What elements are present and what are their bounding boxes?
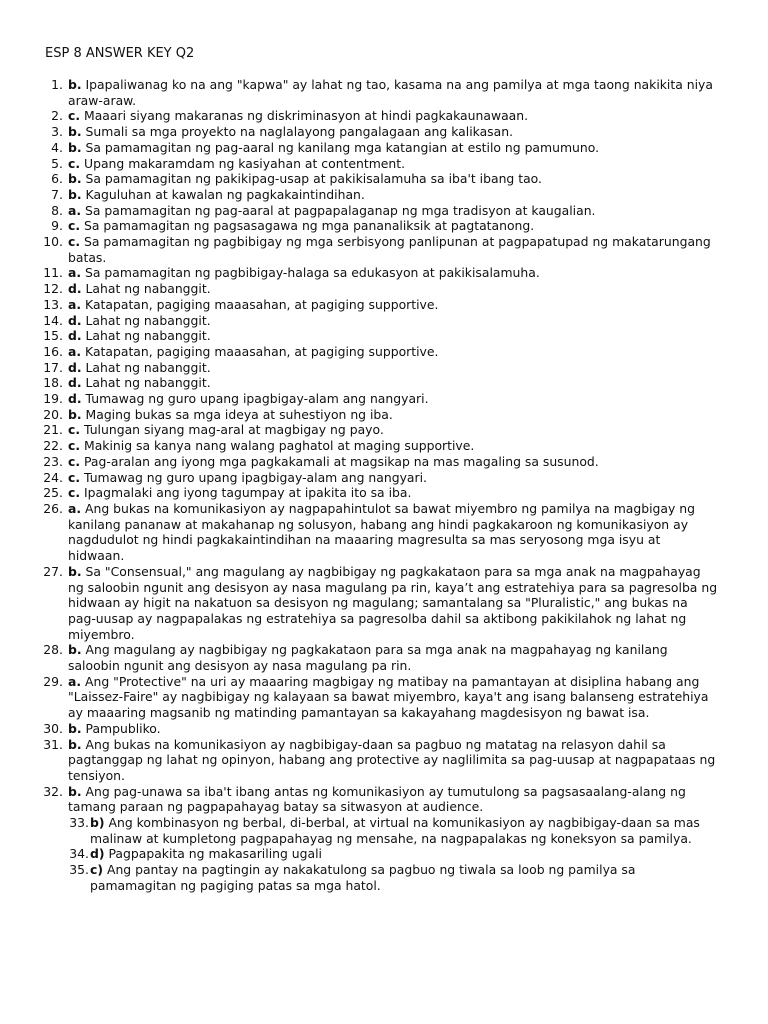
answer-text: Sa "Consensual," ang magulang ay nagbibigay ng pagkakataon para sa mga anak na magpahayag ng saloobin ngunit ang desisyon ay nasa magulang pa rin, kaya’t ang estratehiya para sa pagresolba ng hidwaan ay higit na nakatuon sa desisyon ng magulang; samantalang sa "Pluralistic," ang bukas na pag-uusap ay nagpapalakas ng estratehiya sa pagresolba dahil sa aktibong pakikilahok ng lahat ng miyembro. [68,563,718,642]
item-number: 6. [51,171,63,187]
item-number: 17. [43,359,63,375]
answer-item [0,642,768,673]
item-number: 18. [43,375,63,391]
answer-text: Sa pamamagitan ng pag-aaral at pagpapalaganap ng mga tradisyon at kaugalian. [85,202,596,218]
item-number: 21. [43,422,63,438]
item-body [68,470,718,486]
answer-item [0,375,768,391]
item-body [68,140,718,156]
item-number: 31. [43,736,63,752]
answer-text: Katapatan, pagiging maaasahan, at pagiging supportive. [85,296,439,312]
answer-item [0,454,768,470]
item-number: 32. [43,783,63,799]
item-body [68,313,718,329]
answer-letter: b. [68,642,82,658]
item-number: 4. [51,139,63,155]
item-number: 27. [43,563,63,579]
item-number: 11. [43,265,63,281]
answer-letter: b. [68,77,82,92]
item-body [68,218,718,234]
answer-letter: d. [68,391,82,407]
item-body [68,203,718,219]
answer-text: Sa pamamagitan ng pagsasagawa ng mga pananaliksik at pagtatanong. [84,218,535,234]
answer-letter: a. [68,673,82,689]
item-number: 34. [69,846,89,862]
answer-letter: b. [68,171,82,187]
item-body [68,171,718,187]
answer-item [0,485,768,501]
item-number: 20. [43,406,63,422]
answer-item [0,77,768,108]
item-body [68,454,718,470]
answer-text: Ang bukas na komunikasiyon ay nagpapahintulot sa bawat miyembro ng pamilya na magbigay ng kanilang pananaw at makahanap ng solusyon, habang ang hindi pagkakaroon ng komunikasiyon ay nagdudulot ng hindi pagkakaintindihan na maaaring magresulta sa mas seryosong mga isyu at hidwaan. [68,500,695,564]
answer-letter: b. [68,124,82,140]
item-number: 8. [51,202,63,218]
answer-item [0,156,768,172]
item-body [68,344,718,360]
item-body [68,485,718,501]
answer-item [0,344,768,360]
item-body [90,846,708,862]
answer-letter: c. [68,438,81,454]
item-body [68,737,718,784]
answer-item [0,328,768,344]
answer-text: Pag-aralan ang iyong mga pagkakamali at magsikap na mas magaling sa susunod. [84,453,599,469]
answer-text: Maaari siyang makaranas ng diskriminasyon at hindi pagkakaunawaan. [84,108,529,124]
item-body [68,438,718,454]
item-number: 15. [43,328,63,344]
answer-text: Upang makaramdam ng kasiyahan at contentment. [84,155,406,171]
answer-item [0,124,768,140]
answer-letter: d) [90,846,105,862]
answer-text: Lahat ng nabanggit. [85,359,211,375]
answer-item [0,234,768,265]
answer-item [0,784,768,815]
item-body [90,862,708,893]
answer-letter: c. [68,234,81,250]
answer-text: Ang pag-unawa sa iba't ibang antas ng komunikasiyon ay tumutulong sa pagsasaalang-alang ng tamang paraan ng pagpapahayag batay sa sitwasyon at audience. [68,783,686,815]
item-number: 12. [43,281,63,297]
item-number: 24. [43,469,63,485]
answer-item [0,846,768,862]
answer-letter: a. [68,500,82,516]
answer-letter: b) [90,815,105,831]
answer-text: Maging bukas sa mga ideya at suhestiyon ng iba. [85,406,393,422]
answer-text: Tulungan siyang mag-aral at magbigay ng payo. [84,422,384,438]
answer-text: Ang pantay na pagtingin ay nakakatulong sa pagbuo ng tiwala sa loob ng pamilya sa pamamagitan ng pagiging patas sa mga hatol. [90,862,636,893]
item-number: 3. [51,124,63,140]
answer-letter: c. [68,469,81,485]
answer-letter: a. [68,202,82,218]
item-body [68,407,718,423]
answer-item [0,313,768,329]
answer-item [0,407,768,423]
answer-letter: d. [68,375,82,391]
item-number: 33. [69,815,89,831]
item-number: 13. [43,296,63,312]
item-number: 25. [43,485,63,501]
answer-text: Ang kombinasyon ng berbal, di-berbal, at virtual na komunikasiyon ay nagbibigay-daan sa mas malinaw at kumpletong pagpapahayag ng mensahe, na nagpapalakas ng koneksyon sa pamilya. [90,815,700,846]
answer-letter: a. [68,296,82,312]
answer-item [0,721,768,737]
answer-letter: b. [68,736,82,752]
answer-letter: d. [68,328,82,344]
answer-text: Lahat ng nabanggit. [85,328,211,344]
answer-text: Ipagmalaki ang iyong tagumpay at ipakita ito sa iba. [84,485,412,501]
answer-text: Pampubliko. [85,720,161,736]
answer-text: Lahat ng nabanggit. [85,312,211,328]
answer-item [0,297,768,313]
answer-letter: c. [68,485,81,501]
item-number: 35. [69,862,89,878]
answer-text: Sumali sa mga proyekto na naglalayong pangalagaan ang kalikasan. [85,124,514,140]
answer-item [0,203,768,219]
item-number: 23. [43,453,63,469]
answer-item [0,140,768,156]
answer-letter: b. [68,139,82,155]
answer-item [0,281,768,297]
answer-item [0,674,768,721]
item-number: 29. [43,673,63,689]
answer-text: Lahat ng nabanggit. [85,281,211,297]
item-number: 19. [43,391,63,407]
answer-text: Ang magulang ay nagbibigay ng pagkakataon para sa mga anak na magpahayag ng kanilang saloobin ngunit ang desisyon ay nasa magulang pa rin. [68,642,668,674]
answer-item [0,422,768,438]
item-number: 30. [43,720,63,736]
answer-letter: d. [68,281,82,297]
answer-item [0,171,768,187]
item-body [68,360,718,376]
item-number: 10. [43,234,63,250]
item-body [68,187,718,203]
answer-letter: b. [68,406,82,422]
item-body [68,391,718,407]
answer-letter: c. [68,453,81,469]
answer-text: Katapatan, pagiging maaasahan, at pagiging supportive. [85,343,439,359]
answer-item [0,391,768,407]
item-number: 2. [51,108,63,124]
item-body [68,642,718,673]
answer-text: Ang "Protective" na uri ay maaaring magbigay ng matibay na pamantayan at disiplina habang ang "Laissez-Faire" ay nagbibigay ng kalayaan sa bawat miyembro, kaya't ang isang balanseng estratehiya ay maaaring magsanib ng matinding pamantayan sa kakayahang magdesisyon ng bawat isa. [68,673,709,721]
answer-letter: d. [68,359,82,375]
answer-text: Kaguluhan at kawalan ng pagkakaintindihan. [85,186,365,202]
item-number: 26. [43,500,63,516]
item-body [68,564,718,643]
answer-text: Sa pamamagitan ng pakikipag-usap at pakikisalamuha sa iba't ibang tao. [85,171,542,187]
answer-text: Ang bukas na komunikasiyon ay nagbibigay-daan sa pagbuo ng matatag na relasyon dahil sa pagtanggap ng lahat ng opinyon, habang ang protective ay naglilimita sa pag-uusap at nagpapataas ng tensiyon. [68,736,716,783]
answer-item [0,265,768,281]
answer-item [0,438,768,454]
answer-text: Pagpapakita ng makasariling ugali [108,846,322,862]
answer-item [0,737,768,784]
item-body [68,156,718,172]
item-body [68,124,718,140]
answer-letter: c. [68,108,81,124]
item-number: 22. [43,438,63,454]
answer-letter: b. [68,563,82,579]
answer-item [0,862,768,893]
answer-text: Sa pamamagitan ng pag-aaral ng kanilang mga katangian at estilo ng pamumuno. [85,139,600,155]
answer-letter: c. [68,422,81,438]
item-body [90,815,708,846]
item-number: 9. [51,218,63,234]
answer-list [0,77,768,894]
answer-text: Ipapaliwanag ko na ang "kapwa" ay lahat ng tao, kasama na ang pamilya at mga taong nakikita niya araw-araw. [68,77,713,108]
answer-letter: b. [68,783,82,799]
item-number: 28. [43,642,63,658]
item-number: 14. [43,312,63,328]
item-body [68,375,718,391]
document-title: ESP 8 ANSWER KEY Q2 [45,46,195,61]
answer-item [0,108,768,124]
answer-item [0,218,768,234]
item-body [68,501,718,564]
item-body [68,77,718,108]
answer-letter: b. [68,186,82,202]
item-body [68,721,718,737]
answer-item [0,187,768,203]
answer-item [0,470,768,486]
answer-text: Sa pamamagitan ng pagbibigay ng mga serbisyong panlipunan at pagpapatupad ng makatarungang batas. [68,234,711,265]
answer-item [0,501,768,564]
answer-letter: b. [68,720,82,736]
answer-text: Lahat ng nabanggit. [85,375,211,391]
answer-letter: a. [68,265,82,281]
item-number: 16. [43,343,63,359]
answer-text: Tumawag ng guro upang ipagbigay-alam ang nangyari. [84,469,428,485]
item-body [68,674,718,721]
answer-letter: c. [68,155,81,171]
answer-letter: d. [68,312,82,328]
answer-item [0,564,768,643]
item-body [68,784,718,815]
item-number: 7. [51,186,63,202]
item-body [68,422,718,438]
item-body [68,265,718,281]
item-body [68,234,718,265]
answer-letter: c) [90,862,104,878]
item-number: 5. [51,155,63,171]
item-number: 1. [51,77,63,92]
answer-letter: a. [68,343,82,359]
item-body [68,281,718,297]
answer-text: Makinig sa kanya nang walang paghatol at maging supportive. [84,438,475,454]
item-body [68,108,718,124]
answer-text: Tumawag ng guro upang ipagbigay-alam ang nangyari. [85,391,429,407]
answer-text: Sa pamamagitan ng pagbibigay-halaga sa edukasyon at pakikisalamuha. [85,265,540,281]
answer-letter: c. [68,218,81,234]
answer-item [0,360,768,376]
item-body [68,297,718,313]
item-body [68,328,718,344]
answer-item [0,815,768,846]
